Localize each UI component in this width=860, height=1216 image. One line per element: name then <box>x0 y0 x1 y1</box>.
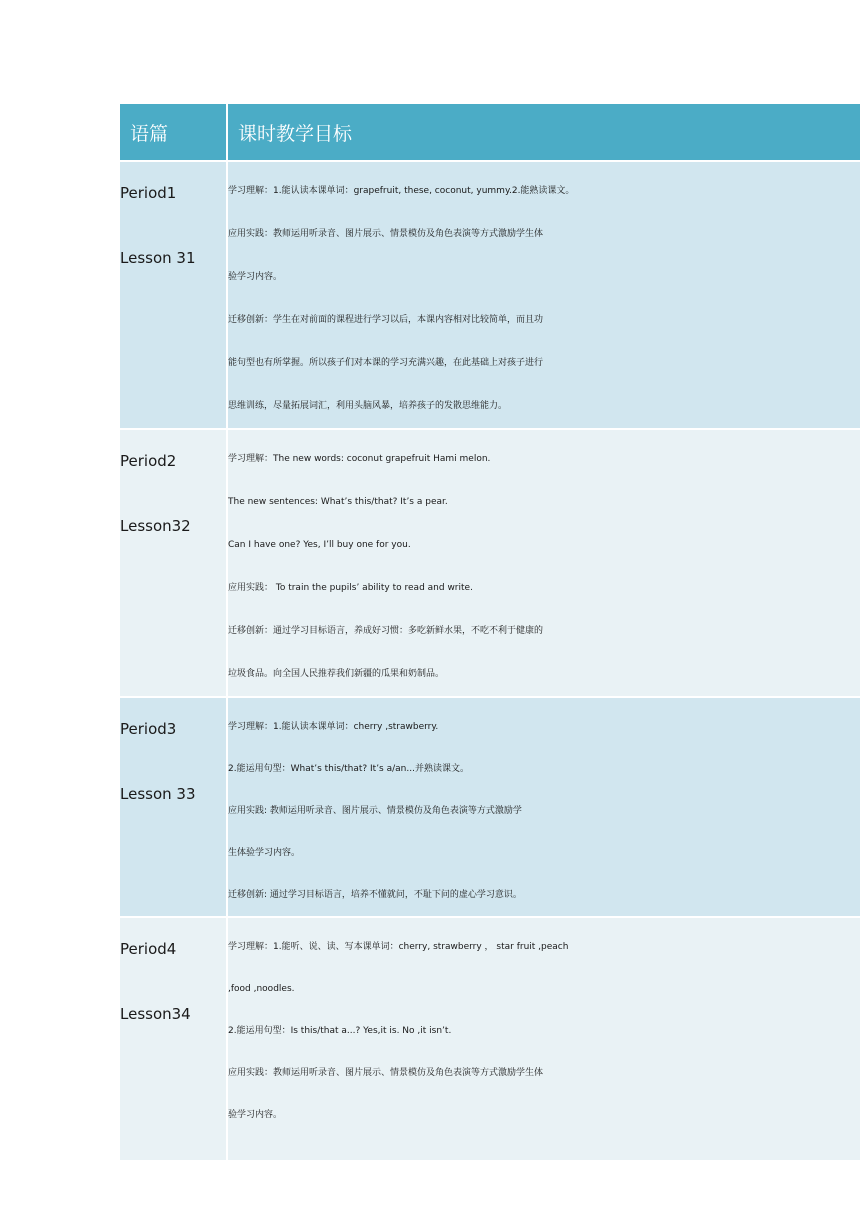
objective-line: 验学习内容。 <box>228 272 283 282</box>
period-label: Period4 <box>120 940 177 958</box>
objective-line: 应用实践：教师运用听录音、图片展示、情景模仿及角色表演等方式激励学生体 <box>228 229 544 239</box>
table-header-row <box>120 104 860 161</box>
lesson-objectives-table <box>120 104 860 1162</box>
row-label <box>120 917 227 1161</box>
objectives-cell <box>227 429 860 697</box>
objective-line: 思维训练，尽量拓展词汇，利用头脑风暴，培养孩子的发散思维能力。 <box>228 401 508 411</box>
period-label: Period2 <box>120 452 177 470</box>
row-label <box>120 429 227 697</box>
objectives-cell <box>227 917 860 1161</box>
row-label <box>120 161 227 429</box>
objectives-cell <box>227 697 860 917</box>
objective-line: Can I have one? Yes, I’ll buy one for you. <box>228 540 411 550</box>
objective-line: 2.能运用句型：What’s this/that? It’s a/an...并熟读课文。 <box>228 764 469 774</box>
objective-line: 学习理解：The new words: coconut grapefruit Hami melon. <box>228 454 491 464</box>
table-row <box>120 429 860 697</box>
lesson-label: Lesson32 <box>120 517 191 535</box>
header-col-objectives: 课时教学目标 <box>227 104 860 161</box>
table-row <box>120 917 860 1161</box>
objective-line: 能句型也有所掌握。所以孩子们对本课的学习充满兴趣，在此基础上对孩子进行 <box>228 358 544 368</box>
objective-line: 迁移创新：学生在对前面的课程进行学习以后，本课内容相对比较简单，而且功 <box>228 315 544 325</box>
objective-line: 应用实践：教师运用听录音、图片展示、情景模仿及角色表演等方式激励学生体 <box>228 1068 544 1078</box>
objective-line: 学习理解：1.能听、说、读、写本课单词：cherry, strawberry ， star fruit ,peach <box>228 942 569 952</box>
objective-line: 应用实践： To train the pupils’ ability to read and write. <box>228 583 473 593</box>
header-col-text: 语篇 <box>120 104 227 161</box>
objective-line: 学习理解：1.能认读本课单词：grapefruit, these, coconut, yummy.2.能熟读课文。 <box>228 186 575 196</box>
lesson-label: Lesson 33 <box>120 785 196 803</box>
objective-line: 验学习内容。 <box>228 1110 283 1120</box>
lesson-label: Lesson34 <box>120 1005 191 1023</box>
objective-line: The new sentences: What’s this/that? It’s a pear. <box>228 497 448 507</box>
period-label: Period1 <box>120 184 177 202</box>
lesson-label: Lesson 31 <box>120 249 196 267</box>
objective-line: 垃圾食品。向全国人民推荐我们新疆的瓜果和奶制品。 <box>228 669 445 679</box>
objective-line: 2.能运用句型：Is this/that a...? Yes,it is. No ,it isn’t. <box>228 1026 452 1036</box>
objective-line: 迁移创新：通过学习目标语言，养成好习惯：多吃新鲜水果，不吃不利于健康的 <box>228 626 544 636</box>
objective-line: ,food ,noodles. <box>228 984 295 994</box>
row-label <box>120 697 227 917</box>
period-label: Period3 <box>120 720 177 738</box>
objective-line: 迁移创新: 通过学习目标语言，培养不懂就问，不耻下问的虚心学习意识。 <box>228 890 522 900</box>
objectives-cell <box>227 161 860 429</box>
objective-line: 应用实践: 教师运用听录音、图片展示、情景模仿及角色表演等方式激励学 <box>228 806 522 816</box>
table-row <box>120 697 860 917</box>
table-row <box>120 161 860 429</box>
objective-line: 生体验学习内容。 <box>228 848 301 858</box>
objective-line: 学习理解：1.能认读本课单词：cherry ,strawberry. <box>228 722 439 732</box>
